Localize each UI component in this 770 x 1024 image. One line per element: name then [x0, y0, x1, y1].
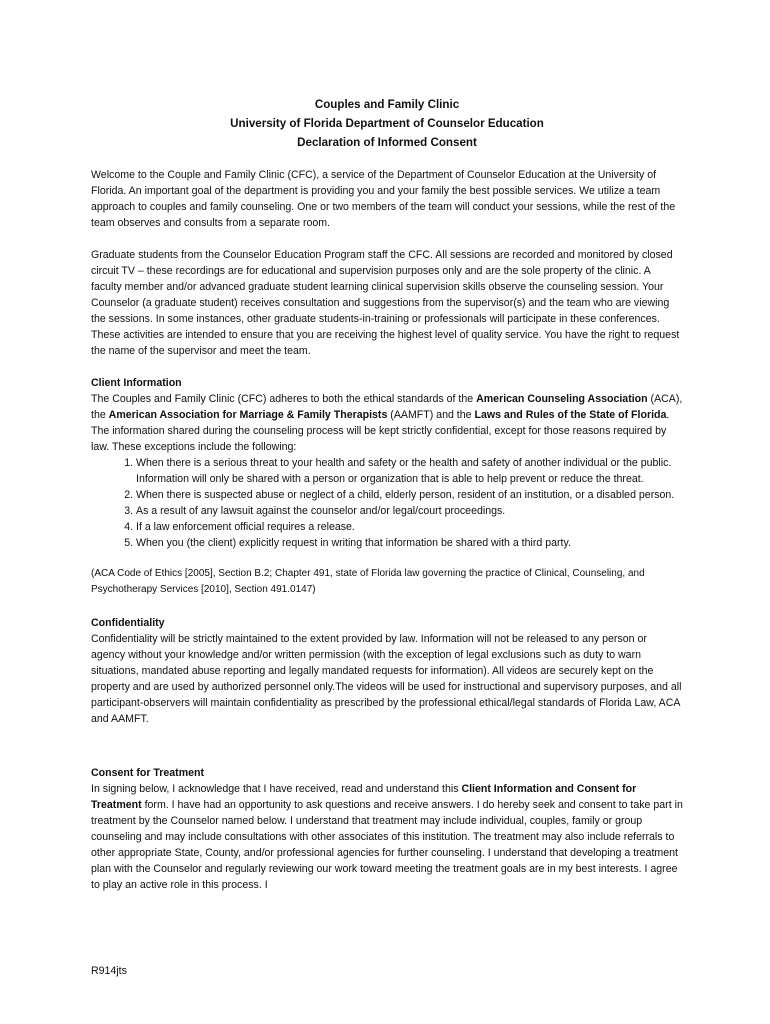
confidentiality-section [91, 615, 683, 727]
aamft-name: American Association for Marriage & Family Therapists [108, 409, 388, 421]
list-item: 2. When there is suspected abuse or neglect of a child, elderly person, resident of an institution, or a disabled person. [136, 487, 683, 503]
list-item: 1. When there is a serious threat to your health and safety or the health and safety of another individual or the public. Information will only be shared with a person or organization that is able to help prevent or reduce the threat. [136, 455, 683, 487]
title-line-2: University of Florida Department of Counselor Education [230, 117, 544, 130]
text-run: (AAMFT) and the [387, 409, 475, 421]
document-title [91, 95, 683, 152]
legal-citation: (ACA Code of Ethics [2005], Section B.2; Chapter 491, state of Florida law governing the practice of Clinical, Counseling, and Psychotherapy Services [2010], Section 491.0147) [91, 568, 645, 595]
title-line-1: Couples and Family Clinic [314, 98, 460, 111]
consent-paragraph [91, 781, 683, 893]
exceptions-list [91, 455, 683, 551]
aca-name: American Counseling Association [476, 393, 648, 405]
client-information-heading: Client Information [91, 377, 182, 389]
intro-paragraph-1: Welcome to the Couple and Family Clinic (CFC), a service of the Department of Counselor Education at the University of Florida. An important goal of the department is providing you and your family the best possible services. We utilize a team approach to couples and family counseling. One or two members of the team will conduct your sessions, while the rest of the team observes and consults from a separate room. [91, 169, 676, 229]
confidentiality-heading: Confidentiality [91, 617, 165, 629]
consent-section [91, 765, 683, 893]
form-name: Client Information and Consent for Treatment [91, 783, 637, 811]
intro-paragraph-2: Graduate students from the Counselor Education Program staff the CFC. All sessions are recorded and monitored by closed circuit TV – these recordings are for educational and supervision purposes only and are the sole property of the clinic. A faculty member and/or advanced graduate student learning clinical supervision skills observe the counseling session. Your Counselor (a graduate student) receives consultation and suggestions from the supervisor(s) and the team who are viewing the sessions. In some instances, other graduate students-in-training or professionals will participate in these conferences. These activities are intended to ensure that you are receiving the highest level of quality service. You have the right to request the name of the supervisor and meet the team. [91, 249, 680, 357]
document-body [91, 95, 683, 893]
footer-code: R914jts [91, 965, 127, 977]
list-item: 5. When you (the client) explicitly request in writing that information be shared with a third party. [136, 535, 683, 551]
title-line-3: Declaration of Informed Consent [297, 136, 477, 149]
text-run: The Couples and Family Clinic (CFC) adheres to both the ethical standards of the [91, 393, 477, 405]
consent-heading: Consent for Treatment [91, 767, 205, 779]
list-item: 3. As a result of any lawsuit against the counselor and/or legal/court proceedings. [136, 503, 683, 519]
confidentiality-paragraph: Confidentiality will be strictly maintained to the extent provided by law. Information will not be released to any person or agency without your knowledge and/or written permission (with the exception of legal exclusions such as duty to warn situations, mandated abuse reporting and legally mandated requests for information). All videos are securely kept on the property and are used by authorized personnel only.The videos will be used for instructional and supervisory purposes, and all participant-observers will maintain confidentiality as prescribed by the professional ethical/legal standards of Florida Law, ACA and AAMFT. [91, 633, 682, 725]
text-run: . The information shared during the counseling process will be kept strictly confidential, except for those reasons required by law. These exceptions include the following: [91, 409, 670, 453]
text-run: (ACA), the [91, 393, 683, 421]
list-item: 4. If a law enforcement official requires a release. [136, 519, 683, 535]
text-run: In signing below, I acknowledge that I have received, read and understand this [91, 783, 462, 795]
client-information-section [91, 375, 683, 598]
florida-laws-name: Laws and Rules of the State of Florida [474, 409, 667, 421]
client-information-paragraph [91, 391, 683, 455]
text-run: form. I have had an opportunity to ask questions and receive answers. I do hereby seek and consent to take part in treatment by the Counselor named below. I understand that treatment may include individual, couples, family or group counseling and may include consultations with other associates of this institution. The treatment may also include referrals to other appropriate State, County, and/or professional agencies for further counseling. I understand that developing a treatment plan with the Counselor and regularly reviewing our work toward meeting the treatment goals are in my best interests. I agree to play an active role in this process. I [91, 799, 683, 891]
